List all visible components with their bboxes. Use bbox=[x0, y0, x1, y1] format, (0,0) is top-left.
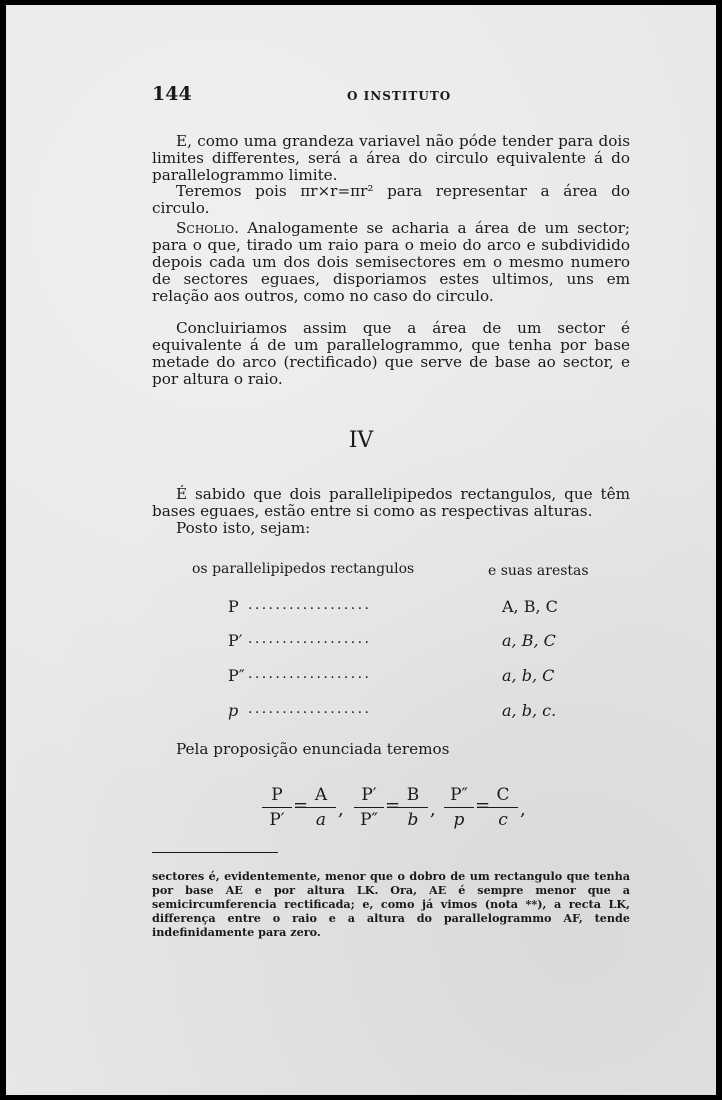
numerator: P bbox=[271, 785, 283, 805]
edges-label: a, b, C bbox=[502, 666, 555, 685]
scholio-text: Analogamente se acharia a área de um sector; para o que, tirado um raio para o meio do arco e subdividido depois cada um dos dois semisectores em o mesmo numero de sectores eguaes, disporiamos estes ultimos, uns em relação aos outros, como no caso do circulo. bbox=[152, 219, 630, 305]
solid-label: P′ bbox=[228, 631, 243, 650]
scholio-label: Scholio. bbox=[176, 219, 239, 237]
leader-dots: .................. bbox=[248, 701, 372, 717]
numerator: C bbox=[496, 785, 510, 805]
denominator: a bbox=[315, 810, 327, 830]
denominator: b bbox=[407, 810, 419, 830]
footnote: sectores é, evidentemente, menor que o dobro de um rectangulo que tenha por base AE e por altura LK. Ora, AE é sempre menor que a semicircumferencia rectificada; e, como já vimos (nota **), a recta LK, differença entre o raio e a altura do parallelogrammo AF, tende indefinidamente para zero. bbox=[152, 869, 630, 939]
numerator: P′ bbox=[361, 785, 377, 805]
numerator: A bbox=[314, 785, 328, 805]
leader-dots: .................. bbox=[248, 666, 372, 682]
fraction bbox=[488, 785, 518, 830]
solid-label: P″ bbox=[228, 666, 245, 685]
fraction bbox=[262, 785, 292, 830]
section-heading: IV bbox=[348, 428, 374, 453]
edges-label: a, b, c. bbox=[502, 701, 557, 720]
leader-dots: .................. bbox=[248, 631, 372, 647]
edges-label: a, B, C bbox=[502, 631, 556, 650]
equals-sign: = bbox=[385, 795, 401, 816]
leader-dots: .................. bbox=[248, 597, 372, 613]
solid-label: p bbox=[228, 701, 239, 720]
denominator: c bbox=[498, 810, 508, 830]
paragraph-proposition: Pela proposição enunciada teremos bbox=[176, 740, 450, 758]
equals-sign: = bbox=[475, 795, 491, 816]
numerator: B bbox=[406, 785, 420, 805]
page-number: 144 bbox=[152, 83, 192, 105]
comma: , bbox=[520, 799, 526, 820]
table-heading-solids: os parallelipipedos rectangulos bbox=[192, 561, 415, 577]
denominator: P′ bbox=[269, 810, 285, 830]
fraction bbox=[306, 785, 336, 830]
solid-label: P bbox=[228, 597, 239, 616]
paragraph-circle-area: Teremos pois πr×r=πr² para representar a área do circulo. bbox=[152, 182, 630, 217]
paragraph-limits: E, como uma grandeza variavel não póde tender para dois limites differentes, será a área do circulo equivalente á do parallelogrammo limite. bbox=[152, 132, 630, 184]
table-row bbox=[152, 701, 630, 723]
table-row bbox=[152, 597, 630, 619]
edges-label: A, B, C bbox=[502, 597, 558, 616]
denominator: p bbox=[453, 810, 465, 830]
proportion-formula bbox=[262, 785, 542, 841]
table-row bbox=[152, 631, 630, 653]
paragraph-scholio bbox=[152, 220, 630, 305]
paragraph-posto-isto: Posto isto, sejam: bbox=[176, 519, 311, 537]
paragraph-parallelepipeds: É sabido que dois parallelipipedos rectangulos, que têm bases eguaes, estão entre si como as respectivas alturas. bbox=[152, 485, 630, 520]
equals-sign: = bbox=[293, 795, 309, 816]
table-row bbox=[152, 666, 630, 688]
comma: , bbox=[338, 799, 344, 820]
footnote-rule bbox=[152, 852, 278, 853]
numerator: P″ bbox=[450, 785, 468, 805]
fraction bbox=[444, 785, 474, 830]
denominator: P″ bbox=[360, 810, 378, 830]
running-title: O INSTITUTO bbox=[347, 89, 452, 103]
comma: , bbox=[430, 799, 436, 820]
page-header bbox=[152, 83, 632, 107]
table-heading-edges: e suas arestas bbox=[488, 563, 589, 579]
fraction bbox=[354, 785, 384, 830]
scanned-page bbox=[6, 5, 716, 1095]
fraction bbox=[398, 785, 428, 830]
paragraph-sector-conclusion: Concluiriamos assim que a área de um sector é equivalente á de um parallelogrammo, que tenha por base metade do arco (rectificado) que serve de base ao sector, e por altura o raio. bbox=[152, 319, 630, 388]
